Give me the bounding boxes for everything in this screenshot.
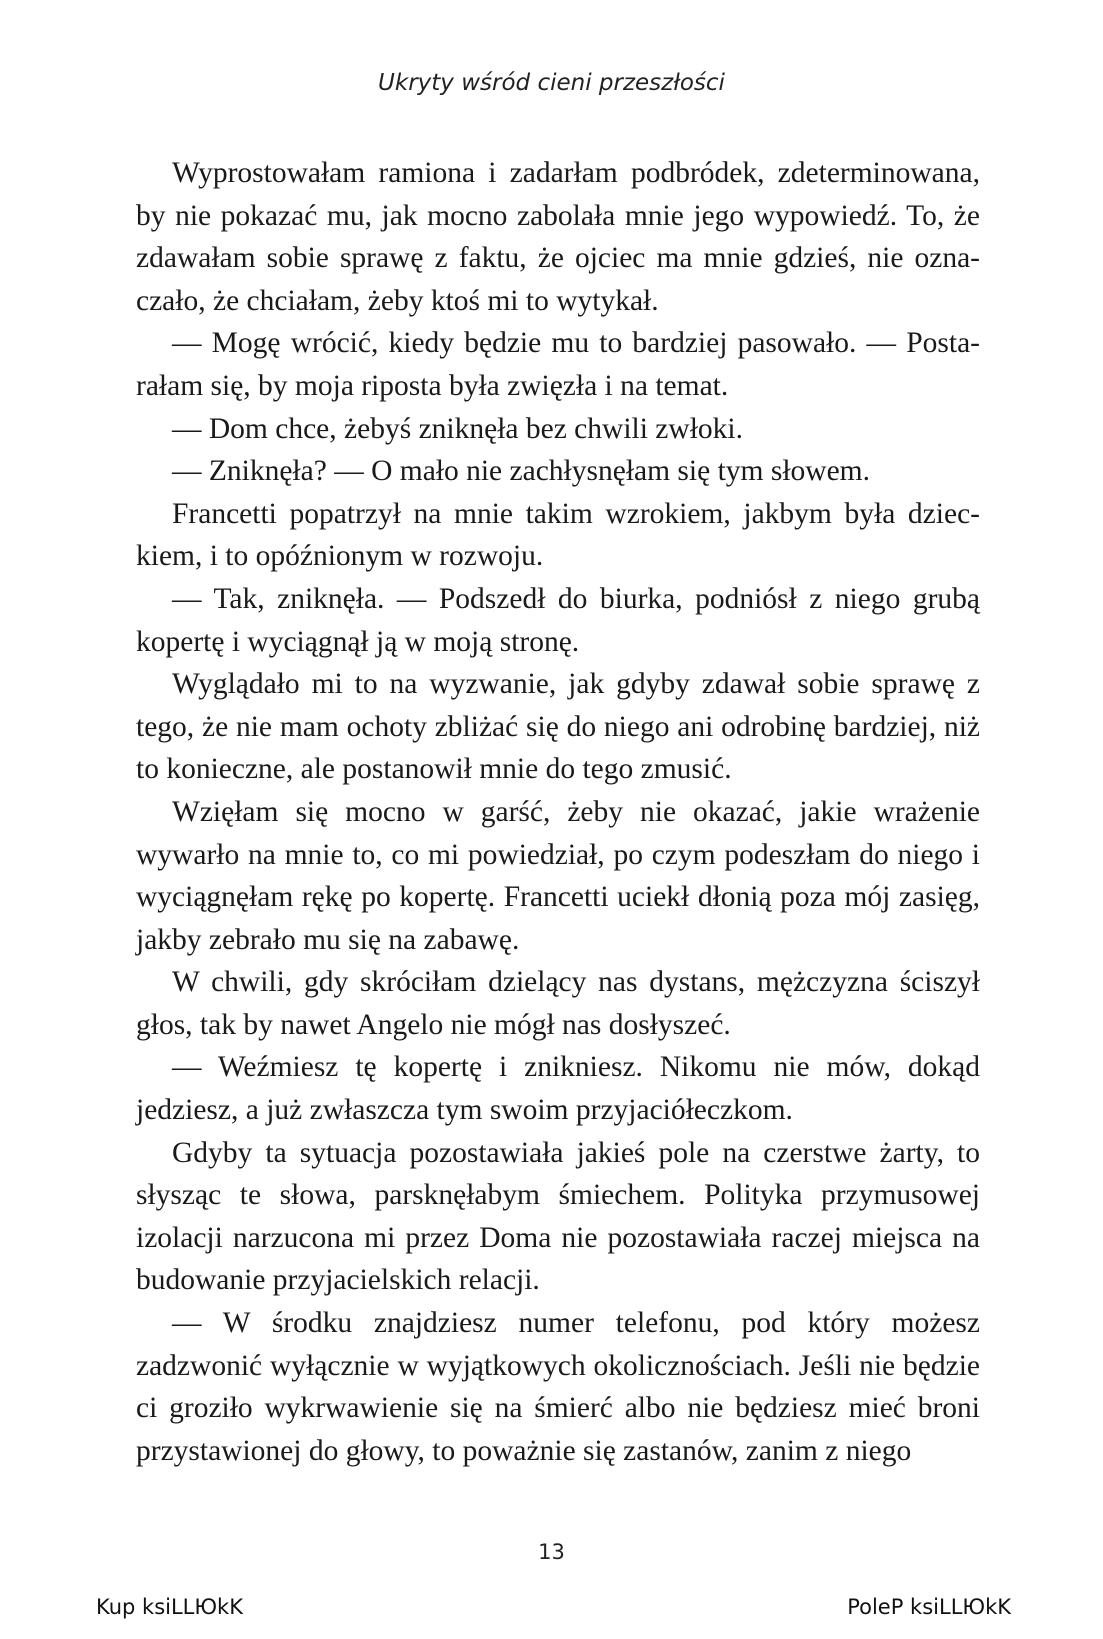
buy-book-link[interactable]: Kup ksiLLЮkK xyxy=(96,1595,243,1619)
paragraph: Wyprostowałam ramiona i zadarłam podbródek, zdeterminowana, by nie pokazać mu, jak mocno zabolała mnie jego wypowiedź. To, że zdawałam sobie sprawę z faktu, że ojciec ma mnie gdzieś, nie oznaczało, że chciałam, żeby ktoś mi to wytykał. xyxy=(136,157,980,317)
page-number: 13 xyxy=(538,1540,565,1564)
paragraph: Wyglądało mi to na wyzwanie, jak gdyby zdawał sobie sprawę z tego, że nie mam ochoty zbliżać się do niego ani odrobinę bardziej, niż to konieczne, ale postanowił mnie do tego zmusić. xyxy=(136,668,980,786)
paragraph: — Tak, zniknęła. — Podszedł do biurka, podniósł z niego grubą kopertę i wyciągnął ją w moją stronę. xyxy=(136,582,980,658)
body-text xyxy=(136,152,980,1472)
paragraph: — Dom chce, żebyś zniknęła bez chwili zwłoki. xyxy=(172,412,743,445)
paragraph: Gdyby ta sytuacja pozostawiała jakieś pole na czerstwe żarty, to słysząc te słowa, parsknęłabym śmiechem. Polityka przymusowej izolacji narzucona mi przez Doma nie pozostawiała raczej miejsca na budowanie przyjacielskich relacji. xyxy=(136,1136,980,1297)
paragraph: W chwili, gdy skróciłam dzielący nas dystans, mężczyzna ściszył głos, tak by nawet Angelo nie mógł nas dosłyszeć. xyxy=(136,966,980,1041)
paragraph: Francetti popatrzył na mnie takim wzrokiem, jakbym była dzieckiem, i to opóźnionym w rozwoju. xyxy=(136,497,980,573)
paragraph: — Zniknęła? — O mało nie zachłysnęłam się tym słowem. xyxy=(172,455,870,488)
running-header: Ukryty wśród cieni przeszłości xyxy=(378,70,725,96)
paragraph: — Mogę wrócić, kiedy będzie mu to bardziej pasowało. — Postarałam się, by moja riposta była zwięzła i na temat. xyxy=(136,327,980,402)
recommend-book-link[interactable]: PoleP ksiLLЮkK xyxy=(847,1595,1011,1619)
paragraph: — W środku znajdziesz numer telefonu, pod który możesz zadzwonić wyłącznie w wyjątkowych okolicznościach. Jeśli nie będzie ci groziło wykrwawienie się na śmierć albo nie będziesz mieć broni przystawionej do głowy, to poważnie się zastanów, zanim z niego xyxy=(136,1307,980,1467)
paragraph: — Weźmiesz tę kopertę i znikniesz. Nikomu nie mów, dokąd jedziesz, a już zwłaszcza tym swoim przyjaciółeczkom. xyxy=(136,1051,980,1127)
paragraph: Wzięłam się mocno w garść, żeby nie okazać, jakie wrażenie wywarło na mnie to, co mi powiedział, po czym podeszłam do niego i wyciągnęłam rękę po kopertę. Francetti uciekł dłonią poza mój zasięg, jakby zebrało mu się na zabawę. xyxy=(136,795,980,956)
